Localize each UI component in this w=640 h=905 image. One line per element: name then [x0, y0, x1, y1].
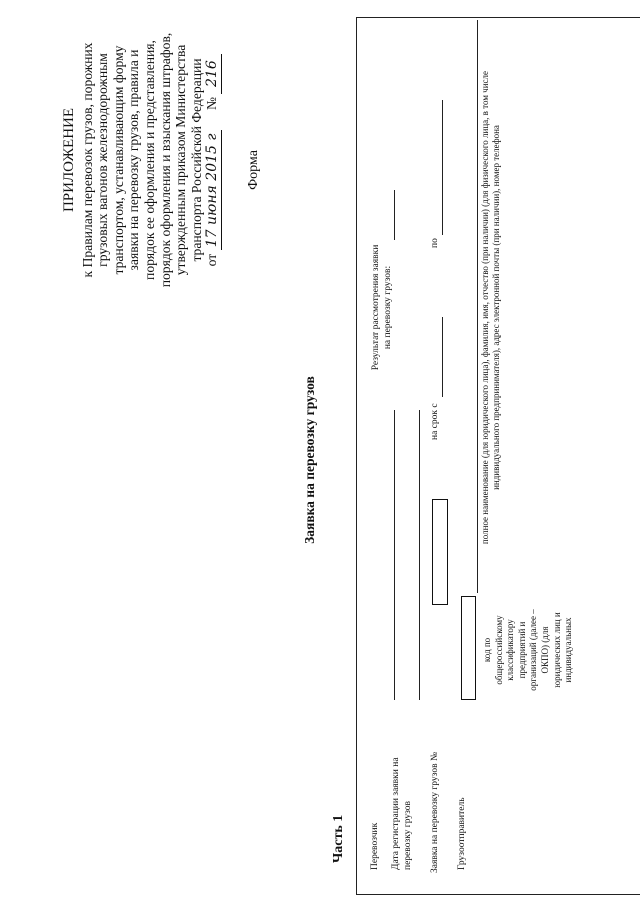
appendix-heading: ПРИЛОЖЕНИЕ [61, 107, 77, 213]
term-to-label: по [430, 238, 440, 248]
term-to-field[interactable] [442, 100, 443, 235]
okpo-caption-line: предприятий и [516, 621, 527, 679]
shipper-name-caption [480, 20, 501, 595]
handwritten-date: 17 июня 2015 г [205, 130, 222, 250]
request-number-label: Заявка на перевозку грузов № [430, 751, 440, 873]
okpo-caption-line: индивидуальных [563, 617, 574, 683]
okpo-caption [482, 590, 575, 710]
okpo-caption-line: код по [482, 637, 492, 663]
okpo-field[interactable] [461, 596, 476, 700]
appendix-date-line [204, 15, 222, 305]
registration-date-field[interactable] [419, 410, 420, 700]
form-label: Форма [246, 150, 261, 190]
handwritten-number: 216 [205, 54, 222, 94]
appendix-line: заявки на перевозку грузов, правила и [126, 49, 142, 271]
okpo-caption-line: ОКПО) (для [539, 626, 550, 674]
date-prefix: от [204, 253, 220, 267]
okpo-caption-line: организаций (далее – [528, 609, 539, 691]
carrier-label: Перевозчик [370, 822, 380, 870]
shipper-label: Грузоотправитель [457, 797, 467, 870]
term-from-label: на срок с [430, 403, 440, 440]
appendix-line: утвержденным приказом Министерства [173, 44, 189, 276]
result-label-1: Результат рассмотрения заявки [371, 244, 381, 371]
carrier-field[interactable] [394, 410, 395, 700]
appendix-line: транспорта Российской Федерации [188, 58, 204, 262]
registration-date-label-2: перевозку грузов [403, 800, 413, 870]
result-label-2: на перевозку грузов: [383, 265, 393, 350]
result-field[interactable] [394, 190, 395, 240]
okpo-caption-line: общероссийскому [493, 615, 504, 685]
okpo-caption-line: классификатору [505, 619, 516, 681]
page-title: Заявка на перевозку грузов [302, 376, 317, 544]
appendix-line: к Правилам перевозок грузов, порожних [79, 42, 95, 278]
okpo-caption-line: юридических лиц и [551, 612, 562, 688]
shipper-name-field[interactable] [477, 20, 478, 593]
registration-date-label-1: Дата регистрации заявки на [391, 757, 401, 870]
appendix-line: транспортом, устанавливающим форму [110, 45, 126, 275]
shipper-name-caption-line: индивидуального предпринимателя), адрес электронной почты (при наличии), номер телефона [490, 125, 501, 490]
appendix-line: порядок ее оформления и представления, [141, 40, 157, 280]
number-prefix: № [204, 97, 220, 111]
appendix-line: грузовых вагонов железнодорожным [95, 53, 111, 267]
term-from-field[interactable] [442, 317, 443, 397]
shipper-name-caption-line: полное наименование (для юридического лица), фамилия, имя, отчество (при наличии) (для физического лица, в том числе [480, 70, 490, 545]
request-number-field[interactable] [432, 499, 448, 605]
appendix-line: порядок оформления и взыскания штрафов, [157, 32, 173, 288]
appendix-block [62, 15, 222, 305]
part-heading: Часть 1 [331, 814, 346, 863]
